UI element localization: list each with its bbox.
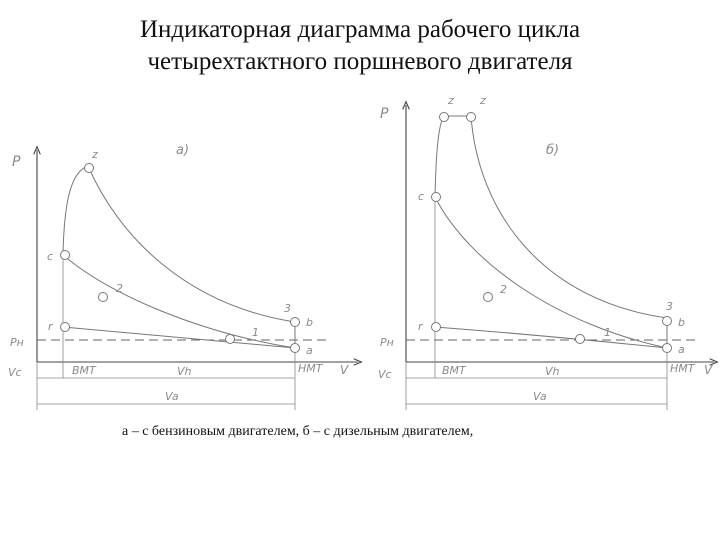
diagram-b-bdc-label: ВМТ [442, 364, 466, 377]
diagram-a-vc-label: Vc [8, 366, 22, 379]
diagram-b-label-c: c [418, 190, 425, 203]
diagram-b-tdc-label: НМТ [670, 362, 695, 375]
diagram-a-pn-label: Pн [10, 336, 24, 349]
diagram-b-intake-line [435, 327, 667, 348]
diagram-a-va-label: Va [165, 390, 179, 403]
diagram-a-expansion-curve [88, 166, 295, 322]
diagram-b-panel-label: б) [546, 143, 560, 158]
diagram-a-label-1: 1 [252, 326, 259, 339]
diagram-b-vc-label: Vc [378, 368, 392, 381]
diagram-b-compression-curve [435, 197, 667, 348]
diagram-a [8, 143, 358, 410]
diagram-b-label-r: r [418, 320, 423, 333]
diagram-b-axis-p-label: P [380, 106, 389, 122]
diagram-a-label-b: b [306, 316, 313, 329]
diagram-b-axis-v-label: V [704, 363, 713, 377]
diagram-a-label-2: 2 [116, 282, 123, 295]
diagram-b-va-label: Va [533, 390, 547, 403]
diagram-a-axis-v-label: V [340, 363, 349, 377]
diagram-a-label-3: 3 [284, 302, 291, 315]
diagram-b-label-1: 1 [604, 326, 611, 339]
diagram-a-vh-label: Vh [177, 365, 192, 378]
diagram-b-label-z1: z [448, 94, 454, 107]
diagram-a-axis-p-label: P [12, 154, 21, 170]
diagram-b [378, 94, 714, 410]
diagram-b-point-z1 [440, 113, 449, 122]
diagram-a-point-c [61, 251, 70, 260]
diagram-a-combustion-curve [63, 166, 88, 255]
diagram-b-pn-label: Pн [380, 336, 394, 349]
diagram-a-panel-label: а) [176, 143, 190, 158]
diagram-b-point-z2 [467, 113, 476, 122]
diagram-b-point-r [432, 323, 441, 332]
diagram-b-vh-label: Vh [545, 365, 560, 378]
diagram-a-tdc-label: НМТ [298, 362, 323, 375]
diagram-b-point-c [432, 193, 441, 202]
diagram-a-point-r [61, 323, 70, 332]
diagram-a-intake-line [63, 327, 295, 348]
diagram-b-label-b: b [678, 316, 685, 329]
diagram-b-label-2: 2 [500, 283, 507, 296]
diagram-a-bdc-label: ВМТ [72, 364, 96, 377]
diagram-a-compression-curve [63, 255, 295, 348]
figure-caption: а – с бензиновым двигателем, б – с дизельным двигателем, [122, 424, 474, 439]
diagram-b-label-a: a [678, 343, 685, 356]
diagram-a-label-a: a [306, 344, 313, 357]
diagram-a-point-b [291, 318, 300, 327]
diagram-b-point-b [663, 317, 672, 326]
diagram-a-label-z: z [92, 148, 98, 161]
diagram-b-point-1 [576, 335, 585, 344]
diagram-a-point-1 [226, 335, 235, 344]
diagram-b-point-a [663, 344, 672, 353]
title-line-2: четырехтактного поршневого двигателя [147, 48, 573, 75]
diagram-b-label-3: 3 [666, 300, 673, 313]
diagram-a-point-a [291, 344, 300, 353]
diagram-a-label-c: c [47, 250, 54, 263]
diagram-b-point-2 [484, 293, 493, 302]
diagram-b-compression-to-z [435, 116, 444, 197]
title-line-1: Индикаторная диаграмма рабочего цикла [139, 16, 581, 43]
diagram-a-point-z [85, 164, 94, 173]
diagram-b-label-z2: z [480, 94, 486, 107]
diagram-a-label-r: r [48, 320, 53, 333]
diagram-a-point-2 [99, 293, 108, 302]
